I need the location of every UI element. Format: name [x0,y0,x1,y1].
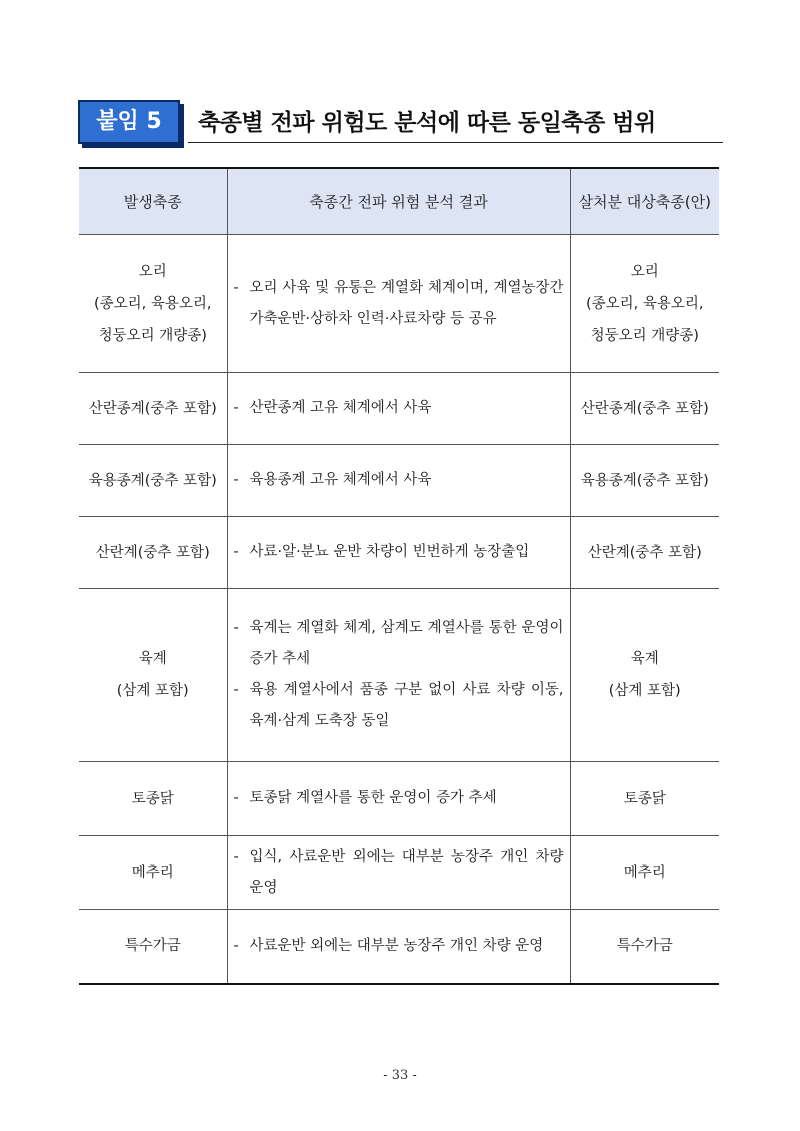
analysis-bullet [234,842,564,904]
table-row [79,373,719,445]
analysis-bullet [234,537,564,568]
culling-target-cell [570,373,719,445]
culling-target-cell-line: 토종닭 [623,790,666,807]
analysis-bullet [234,931,564,962]
bullet-dash: - [233,544,239,560]
header-outbreak-species: 발생축종 [79,168,227,235]
culling-target-cell-line: 산란계(중추 포함) [587,544,702,561]
culling-target-cell [570,762,719,836]
risk-analysis-cell [227,836,570,910]
page-number: - 33 - [383,1068,417,1083]
appendix-badge: 붙임 5 [78,100,180,144]
analysis-bullet [234,613,564,675]
analysis-bullet [234,465,564,496]
outbreak-species-cell-line: 육용종계(중추 포함) [88,472,217,489]
culling-target-cell [570,589,719,762]
table-header-row [79,168,719,235]
outbreak-species-cell-line: 육계 [138,651,167,667]
analysis-text: 오리 사육 및 유통은 계열화 체계이며, 계열농장간 가축운반·상하차 인력·사료차량 등 공유 [249,279,564,327]
outbreak-species-cell-line: 특수가금 [124,938,181,955]
analysis-bullet [234,393,564,424]
outbreak-species-cell [79,373,227,445]
outbreak-species-cell [79,445,227,517]
table-row [79,910,719,984]
outbreak-species-cell [79,836,227,910]
table-row [79,235,719,373]
culling-target-cell-line: 특수가금 [616,938,673,955]
species-range-table [79,167,719,985]
culling-target-cell-line: 메추리 [623,864,666,881]
bullet-dash: - [233,682,239,698]
risk-analysis-cell [227,517,570,589]
header-risk-analysis: 축종간 전파 위험 분석 결과 [227,168,570,235]
section-heading [78,100,723,146]
analysis-text: 입식, 사료운반 외에는 대부분 농장주 개인 차량 운영 [249,848,564,896]
outbreak-species-cell-line: 청둥오리 개량종) [98,327,207,344]
outbreak-species-cell [79,910,227,984]
outbreak-species-cell-line: 토종닭 [131,790,174,807]
culling-target-cell [570,235,719,373]
outbreak-species-cell [79,762,227,836]
culling-target-cell-line: 육용종계(중추 포함) [580,472,709,489]
title-underline [188,142,723,143]
bullet-dash: - [233,400,239,416]
risk-analysis-cell [227,445,570,517]
culling-target-cell-line: 산란종계(중추 포함) [580,400,709,417]
analysis-text: 산란종계 고유 체계에서 사육 [249,400,432,416]
risk-analysis-cell [227,373,570,445]
bullet-dash: - [233,279,239,296]
analysis-bullet [234,273,564,335]
bullet-dash: - [233,472,239,488]
table-row [79,517,719,589]
bullet-dash: - [233,620,239,636]
culling-target-cell-line: 오리 [630,263,659,280]
analysis-bullet [234,675,564,737]
page-title: 축종별 전파 위험도 분석에 따른 동일축종 범위 [198,110,656,136]
bullet-dash: - [233,848,239,865]
outbreak-species-cell-line: 산란계(중추 포함) [95,544,210,561]
culling-target-cell-line: (종오리, 육용오리, [585,295,704,312]
culling-target-cell [570,836,719,910]
culling-target-cell [570,517,719,589]
analysis-text: 사료·알·분뇨 운반 차량이 빈번하게 농장출입 [249,544,530,560]
risk-analysis-cell [227,910,570,984]
analysis-bullet [234,783,564,814]
culling-target-cell-line: (삼계 포함) [608,683,681,699]
outbreak-species-cell-line: 산란종계(중추 포함) [88,400,217,417]
outbreak-species-cell [79,589,227,762]
outbreak-species-cell-line: 메추리 [131,864,174,881]
outbreak-species-cell-line: (종오리, 육용오리, [93,295,212,312]
bullet-dash: - [233,790,239,806]
outbreak-species-cell-line: 오리 [138,263,167,280]
culling-target-cell-line: 청둥오리 개량종) [590,327,699,344]
bullet-dash: - [233,937,239,954]
table-row [79,836,719,910]
risk-analysis-cell [227,762,570,836]
analysis-text: 육용 계열사에서 품종 구분 없이 사료 차량 이동, 육계·삼계 도축장 동일 [249,682,564,729]
analysis-text: 토종닭 계열사를 통한 운영이 증가 추세 [249,790,497,806]
outbreak-species-cell [79,517,227,589]
culling-target-cell [570,445,719,517]
culling-target-cell-line: 육계 [630,651,659,667]
culling-target-cell [570,910,719,984]
table-row [79,762,719,836]
risk-analysis-cell [227,235,570,373]
analysis-text: 육용종계 고유 체계에서 사육 [249,472,432,488]
risk-analysis-cell [227,589,570,762]
outbreak-species-cell-line: (삼계 포함) [116,683,189,699]
outbreak-species-cell [79,235,227,373]
table-row [79,445,719,517]
analysis-text: 육계는 계열화 체계, 삼계도 계열사를 통한 운영이 증가 추세 [249,620,564,667]
analysis-text: 사료운반 외에는 대부분 농장주 개인 차량 운영 [249,937,544,954]
table-row [79,589,719,762]
header-culling-target: 살처분 대상축종(안) [570,168,719,235]
